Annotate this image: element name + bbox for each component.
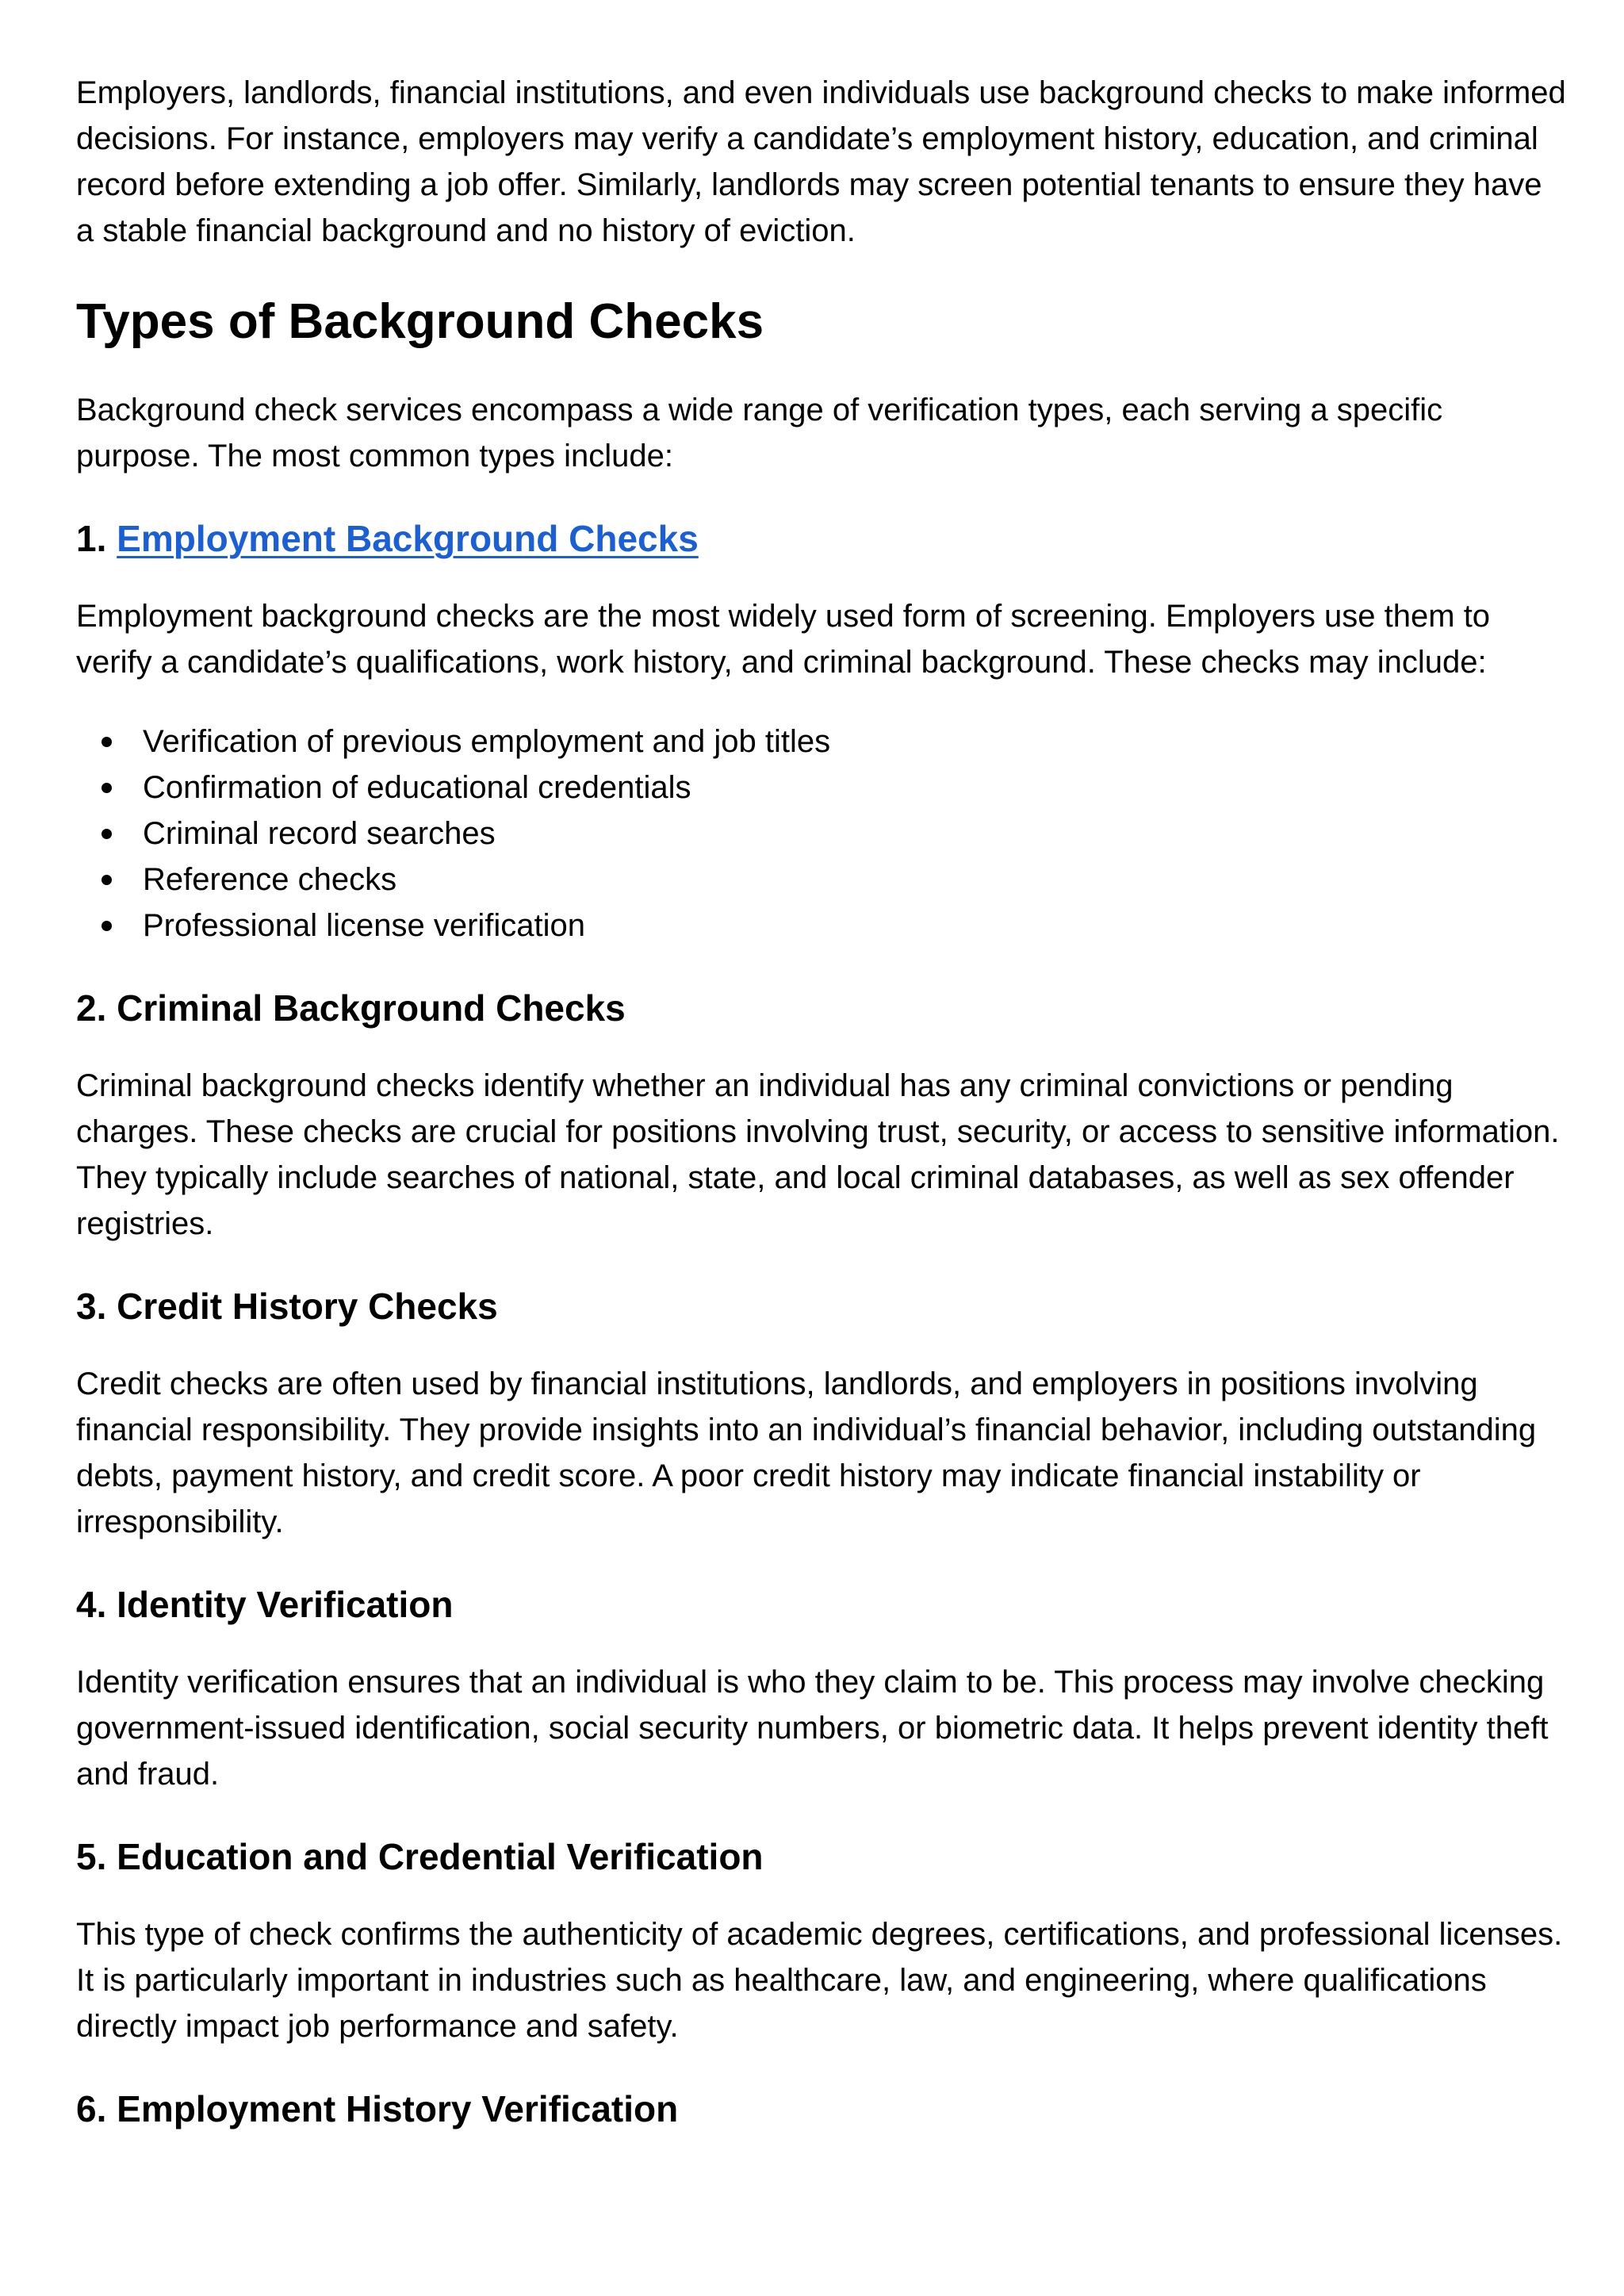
heading-credit-checks: 3. Credit History Checks	[76, 1286, 498, 1327]
list-item: Verification of previous employment and job titles	[76, 719, 1567, 765]
intro-paragraph: Employers, landlords, financial institutions, and even individuals use background checks to make informed decisions. For instance, employers may verify a candidate’s employment history, education, and criminal record before extending a job offer. Similarly, landlords may screen potential tenants to ensure they have a stable financial background and no history of eviction.	[76, 75, 1566, 248]
bullet-icon	[102, 829, 112, 839]
list-item: Reference checks	[76, 857, 1567, 903]
education-verification-paragraph: This type of check confirms the authenticity of academic degrees, certifications, and professional licenses. It is particularly important in industries such as healthcare, law, and engineering, where qualifications directly impact job performance and safety.	[76, 1917, 1563, 2044]
heading-identity-verification: 4. Identity Verification	[76, 1584, 454, 1625]
heading-number: 1.	[76, 518, 107, 559]
heading-criminal-checks: 2. Criminal Background Checks	[76, 987, 626, 1029]
bullet-icon	[102, 737, 112, 747]
list-item: Confirmation of educational credentials	[76, 765, 1567, 811]
bullet-icon	[102, 875, 112, 885]
section-intro-paragraph: Background check services encompass a wide range of verification types, each serving a specific purpose. The most common types include:	[76, 393, 1443, 473]
list-item: Professional license verification	[76, 903, 1567, 949]
heading-employment-history: 6. Employment History Verification	[76, 2088, 679, 2129]
bullet-icon	[102, 921, 112, 931]
heading-employment-checks	[76, 516, 1567, 562]
document-page	[76, 70, 1567, 2132]
section-title: Types of Background Checks	[76, 294, 764, 349]
bullet-icon	[102, 783, 112, 793]
criminal-checks-paragraph: Criminal background checks identify whether an individual has any criminal convictions or pending charges. These checks are crucial for positions involving trust, security, or access to sensitive information. They typically include searches of national, state, and local criminal databases, as well as sex offender registries.	[76, 1068, 1560, 1241]
employment-checks-link[interactable]: Employment Background Checks	[117, 518, 699, 559]
employment-checks-list	[76, 719, 1567, 949]
heading-education-verification: 5. Education and Credential Verification	[76, 1836, 764, 1877]
identity-verification-paragraph: Identity verification ensures that an individual is who they claim to be. This process may involve checking government-issued identification, social security numbers, or biometric data. It helps prevent identity theft and fraud.	[76, 1665, 1549, 1792]
credit-checks-paragraph: Credit checks are often used by financial institutions, landlords, and employers in positions involving financial responsibility. They provide insights into an individual’s financial behavior, including outstanding debts, payment history, and credit score. A poor credit history may indicate financial instability or irresponsibility.	[76, 1366, 1537, 1539]
employment-checks-paragraph: Employment background checks are the most widely used form of screening. Employers use them to verify a candidate’s qualifications, work history, and criminal background. These checks may include:	[76, 599, 1491, 680]
list-item: Criminal record searches	[76, 811, 1567, 857]
